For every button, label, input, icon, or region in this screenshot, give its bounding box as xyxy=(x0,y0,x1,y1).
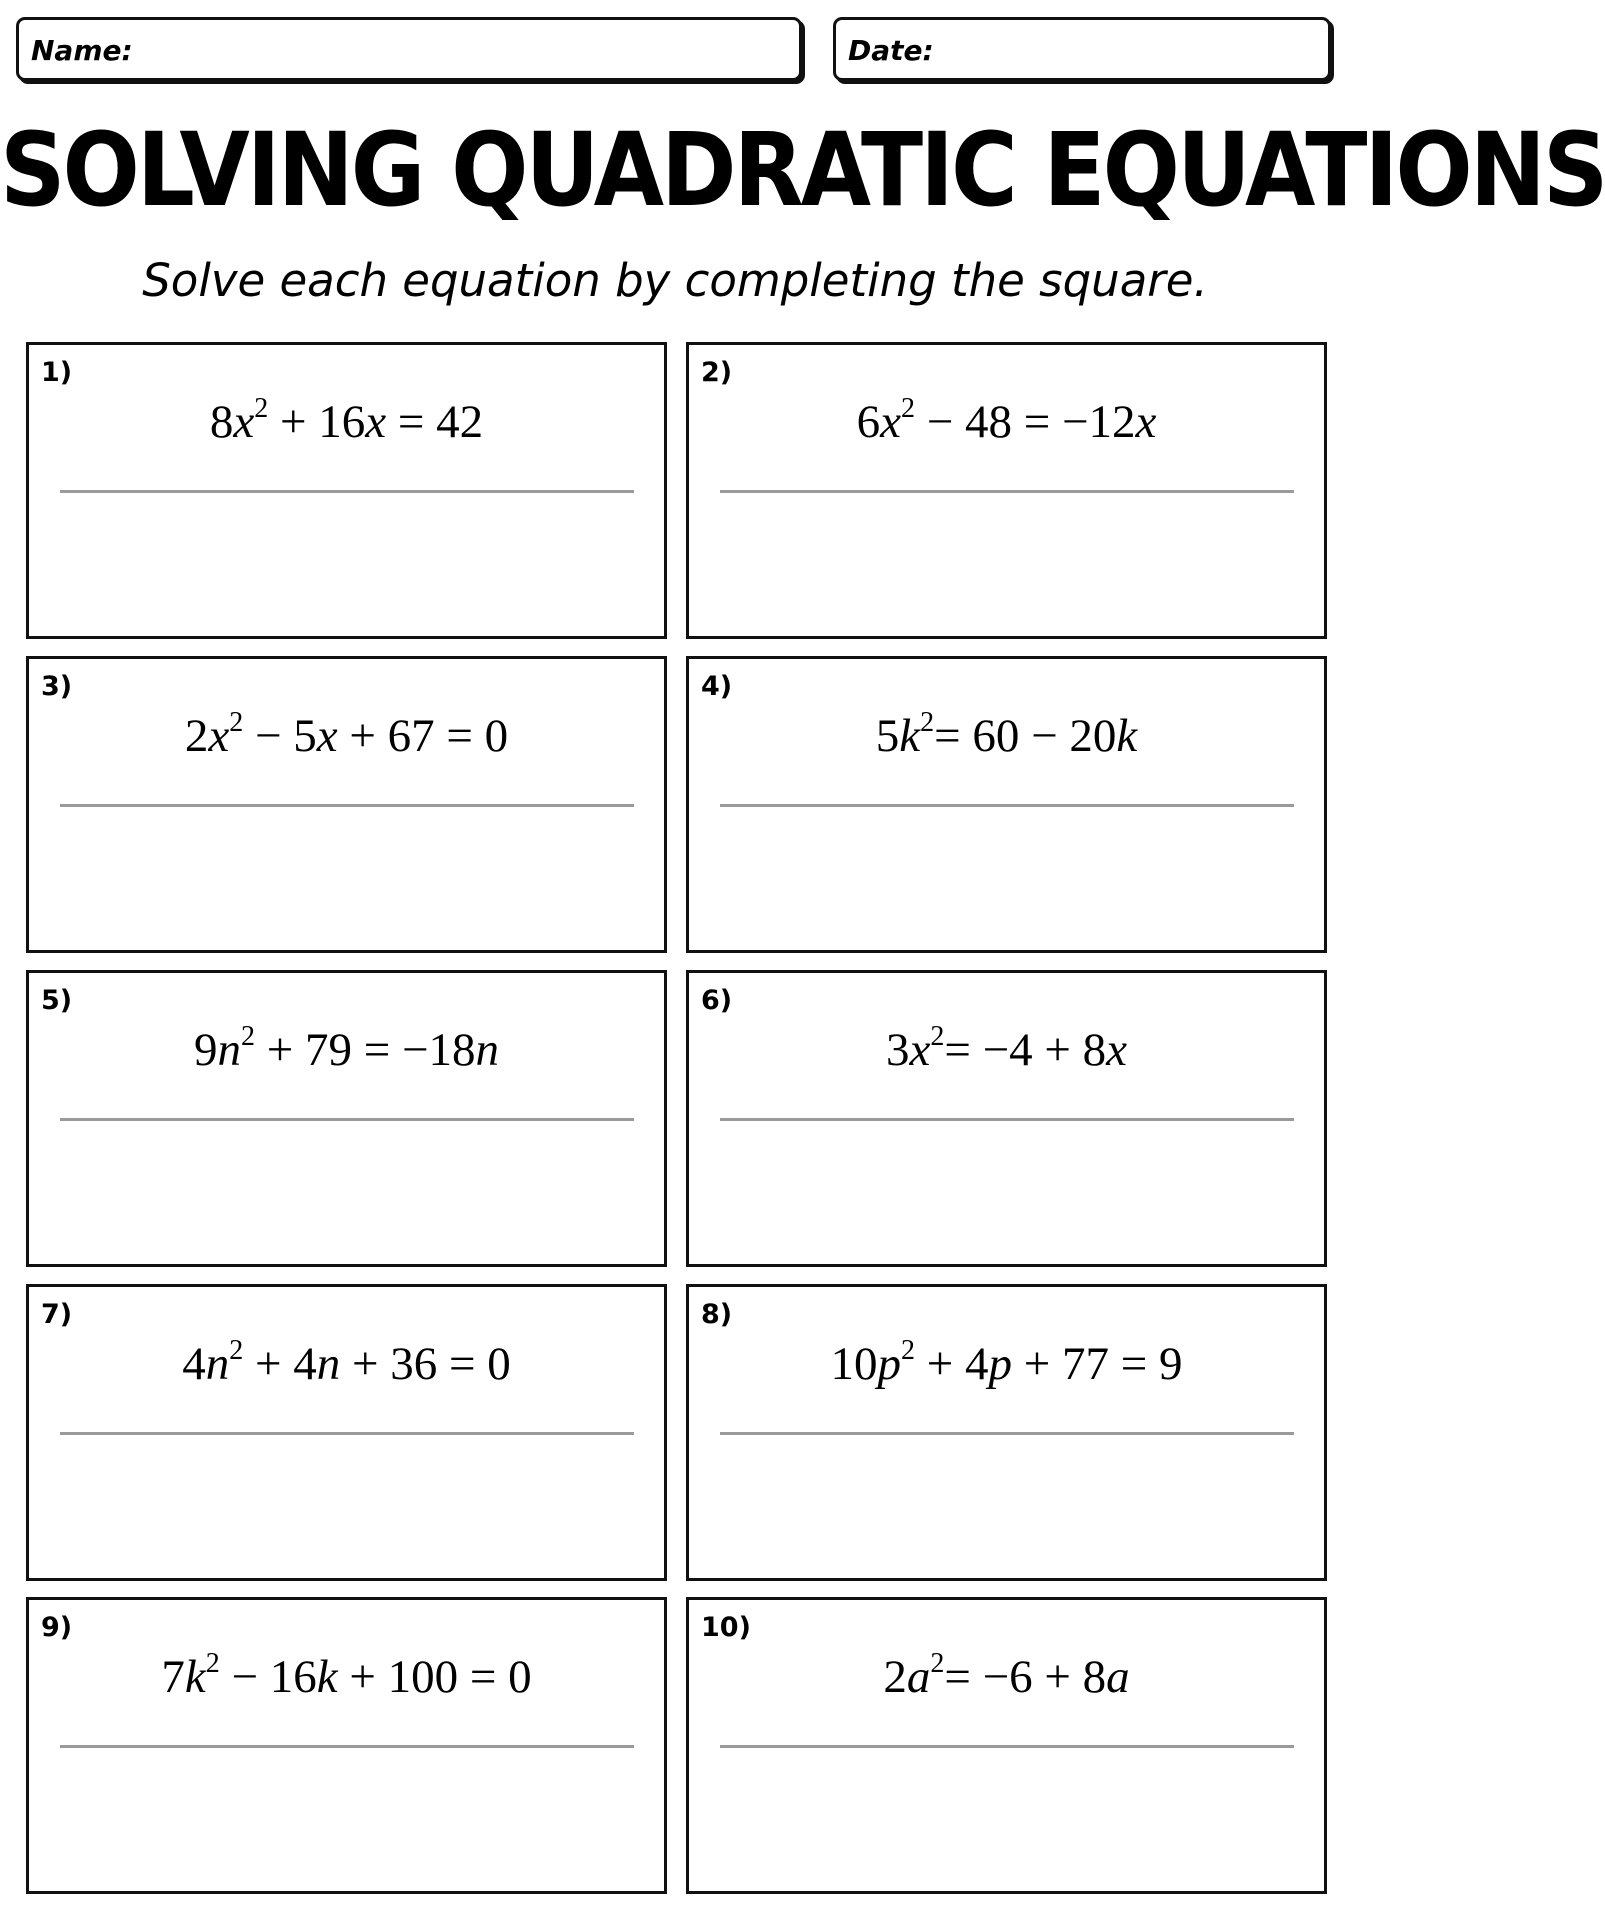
problem-number: 9) xyxy=(41,1612,73,1643)
answer-line[interactable] xyxy=(60,490,634,493)
problem-equation: $3x^2= -4 + 8x$ xyxy=(885,1021,1128,1076)
problem-equation: $6x^2 - 48 = -12x$ xyxy=(856,393,1157,448)
answer-line[interactable] xyxy=(60,1118,634,1121)
answer-line[interactable] xyxy=(720,490,1294,493)
answer-line[interactable] xyxy=(60,1745,634,1748)
problem-2 xyxy=(686,342,1327,639)
problem-equation: $7k^2 - 16k + 100 = 0$ xyxy=(161,1648,532,1703)
instructions: Solve each equation by completing the square. xyxy=(142,254,1208,307)
problem-1 xyxy=(26,342,667,639)
answer-line[interactable] xyxy=(60,1432,634,1435)
problem-10 xyxy=(686,1597,1327,1894)
problem-4 xyxy=(686,656,1327,953)
problem-equation: $9n^2 + 79 = -18n$ xyxy=(193,1021,500,1076)
problem-number: 8) xyxy=(701,1299,733,1330)
problem-number: 1) xyxy=(41,357,73,388)
answer-line[interactable] xyxy=(720,804,1294,807)
date-field[interactable] xyxy=(833,17,1331,81)
problem-equation: $2x^2 - 5x + 67 = 0$ xyxy=(184,707,509,762)
problem-number: 7) xyxy=(41,1299,73,1330)
problem-number: 2) xyxy=(701,357,733,388)
problem-9 xyxy=(26,1597,667,1894)
answer-line[interactable] xyxy=(720,1118,1294,1121)
problem-equation: $5k^2= 60 - 20k$ xyxy=(875,707,1138,762)
name-label: Name: xyxy=(31,34,133,67)
worksheet-title: SOLVING QUADRATIC EQUATIONS xyxy=(0,112,1605,230)
problem-number: 3) xyxy=(41,671,73,702)
answer-line[interactable] xyxy=(60,804,634,807)
answer-line[interactable] xyxy=(720,1745,1294,1748)
problem-equation: $4n^2 + 4n + 36 = 0$ xyxy=(182,1335,511,1390)
date-label: Date: xyxy=(848,34,934,67)
problem-3 xyxy=(26,656,667,953)
problem-number: 4) xyxy=(701,671,733,702)
problem-equation: $2a^2= -6 + 8a$ xyxy=(883,1648,1130,1703)
problem-number: 6) xyxy=(701,985,733,1016)
problem-number: 10) xyxy=(701,1612,751,1643)
problem-equation: $10p^2 + 4p + 77 = 9$ xyxy=(830,1335,1183,1390)
problem-number: 5) xyxy=(41,985,73,1016)
answer-line[interactable] xyxy=(720,1432,1294,1435)
problem-8 xyxy=(686,1284,1327,1581)
problem-5 xyxy=(26,970,667,1267)
problem-6 xyxy=(686,970,1327,1267)
problem-equation: $8x^2 + 16x = 42$ xyxy=(209,393,484,448)
problem-7 xyxy=(26,1284,667,1581)
name-field[interactable] xyxy=(16,17,802,81)
